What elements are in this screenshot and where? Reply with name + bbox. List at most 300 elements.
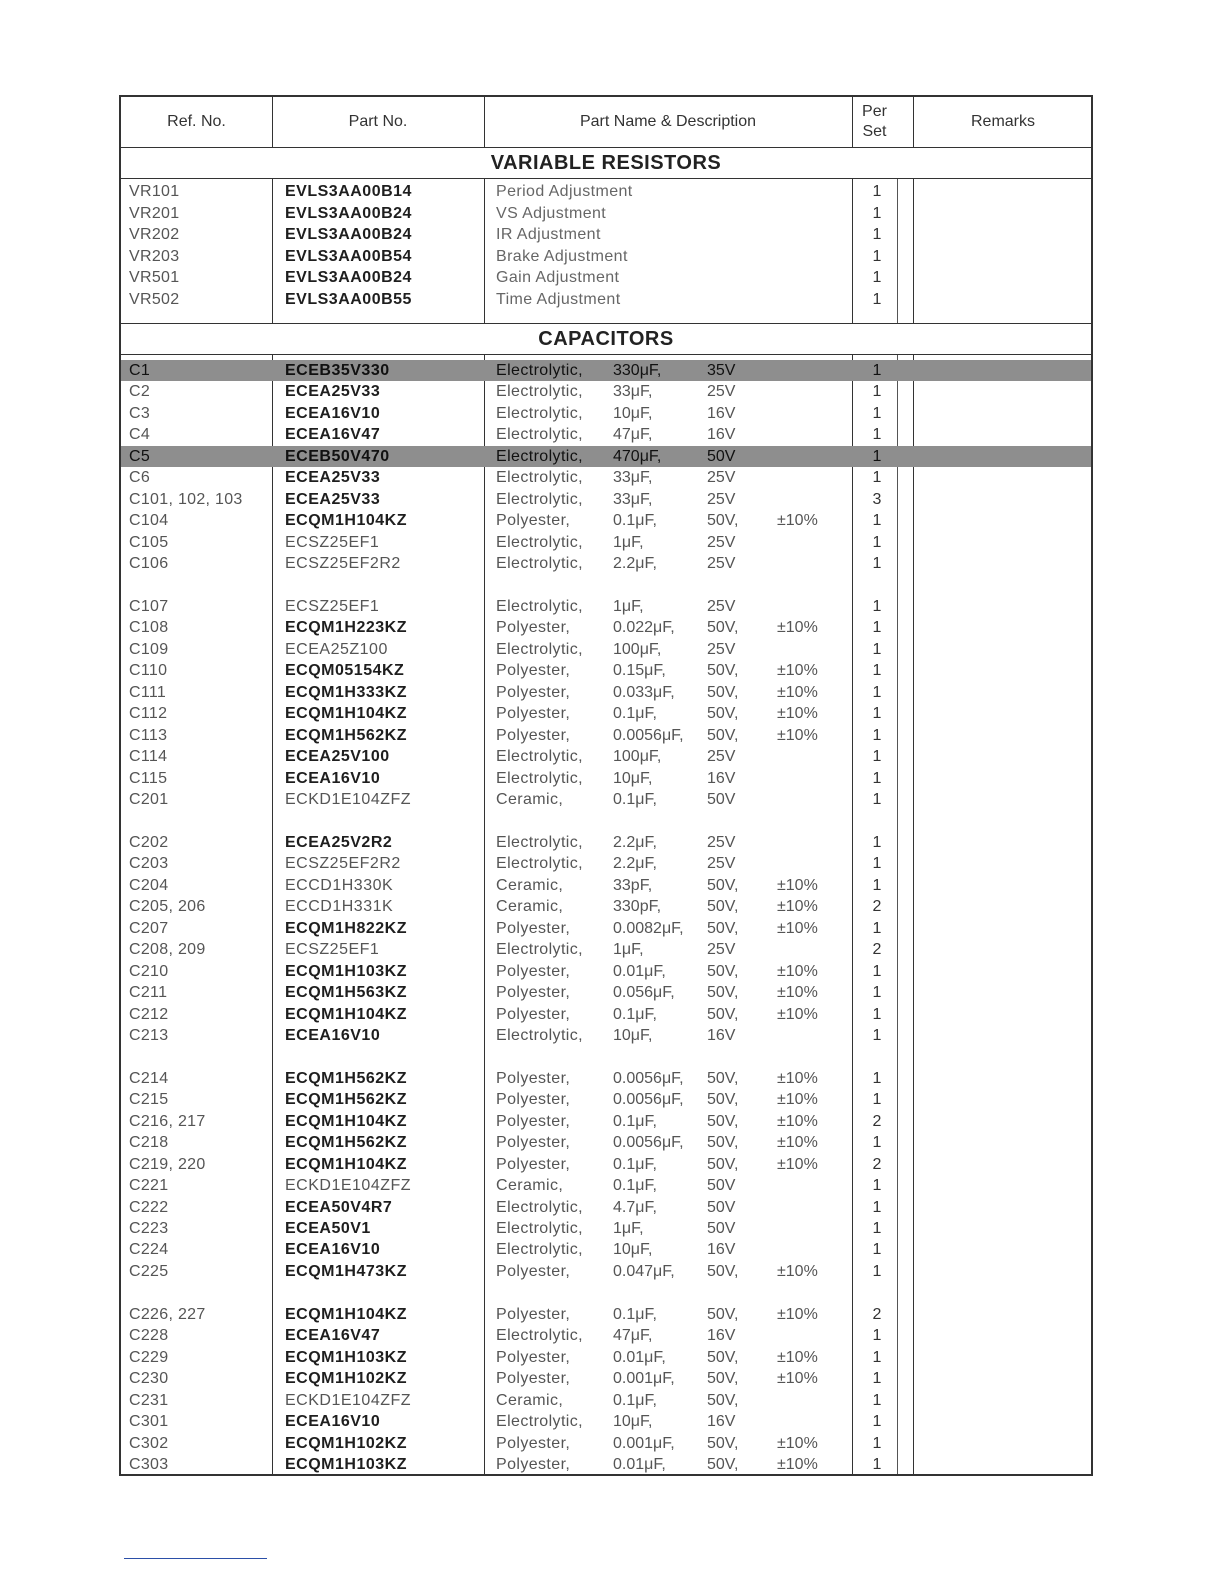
ref-no: C3	[129, 404, 151, 422]
part-value: 470μF,	[613, 447, 662, 465]
ref-no: C229	[129, 1348, 169, 1366]
table-row	[121, 1197, 1091, 1218]
part-tolerance: ±10%	[777, 1262, 818, 1280]
part-value: 0.0082μF,	[613, 919, 684, 937]
table-row	[121, 1368, 1091, 1389]
part-type: Polyester,	[496, 662, 571, 680]
ref-no: C223	[129, 1220, 169, 1237]
part-no: ECEA25Z100	[285, 640, 388, 658]
part-no: ECEA50V4R7	[285, 1198, 393, 1216]
per-set-qty: 1	[872, 1005, 882, 1023]
table-row	[121, 1433, 1091, 1454]
per-set-qty: 1	[872, 640, 882, 658]
per-set-qty: 1	[872, 291, 882, 308]
part-no: ECEA16V47	[285, 426, 381, 444]
part-value: 10μF,	[613, 404, 653, 422]
per-set-qty: 1	[872, 269, 882, 287]
part-type: Polyester,	[496, 619, 571, 637]
table-row	[121, 768, 1091, 789]
part-description: Period Adjustment	[496, 183, 633, 200]
per-set-qty: 1	[872, 362, 882, 379]
part-type: Electrolytic,	[496, 1413, 583, 1431]
part-value: 0.1μF,	[613, 1391, 657, 1409]
per-set-qty: 1	[872, 769, 882, 787]
per-set-qty: 1	[872, 791, 882, 808]
ref-no: C114	[129, 748, 168, 766]
table-row	[121, 1089, 1091, 1110]
part-no: ECEA16V10	[285, 769, 381, 787]
part-no: ECQM05154KZ	[285, 662, 405, 680]
part-value: 2.2μF,	[613, 555, 657, 573]
ref-no: C214	[129, 1069, 169, 1087]
table-row	[121, 381, 1091, 402]
table-row	[121, 289, 1091, 310]
ref-no: C218	[129, 1134, 169, 1152]
part-type: Electrolytic,	[496, 447, 583, 465]
table-row	[121, 489, 1091, 510]
ref-no: C213	[129, 1026, 169, 1044]
part-no: ECKD1E104ZFZ	[285, 791, 412, 808]
per-set-qty: 1	[872, 1370, 882, 1388]
part-no: ECQM1H102KZ	[285, 1434, 407, 1452]
part-no: EVLS3AA00B14	[285, 183, 412, 200]
per-set-qty: 2	[872, 1305, 882, 1323]
part-value: 0.001μF,	[613, 1370, 675, 1388]
part-no: ECQM1H333KZ	[285, 683, 407, 701]
ref-no: C6	[129, 469, 151, 487]
part-voltage: 50V,	[707, 876, 739, 894]
part-voltage: 50V,	[707, 1434, 739, 1452]
per-set-qty: 1	[872, 1198, 882, 1216]
part-type: Ceramic,	[496, 898, 564, 916]
part-no: ECCD1H331K	[285, 898, 394, 916]
ref-no: C106	[129, 555, 169, 573]
part-no: ECQM1H562KZ	[285, 1091, 407, 1109]
part-tolerance: ±10%	[777, 1069, 818, 1087]
part-type: Polyester,	[496, 705, 571, 723]
ref-no: C224	[129, 1241, 169, 1259]
part-description: VS Adjustment	[496, 204, 607, 222]
per-set-qty: 1	[872, 1327, 882, 1345]
part-no: ECEA25V100	[285, 748, 390, 766]
table-row	[121, 1154, 1091, 1175]
part-tolerance: ±10%	[777, 962, 818, 980]
parts-list-table	[119, 95, 1093, 1476]
ref-no: C228	[129, 1327, 169, 1345]
table-row	[121, 1325, 1091, 1346]
part-type: Ceramic,	[496, 791, 564, 808]
table-row	[121, 1132, 1091, 1153]
part-voltage: 50V,	[707, 1262, 739, 1280]
table-row	[121, 532, 1091, 553]
part-voltage: 35V	[707, 362, 736, 379]
part-voltage: 50V,	[707, 919, 739, 937]
part-value: 0.1μF,	[613, 791, 657, 808]
ref-no: C107	[129, 597, 169, 615]
part-value: 47μF,	[613, 1327, 653, 1345]
ref-no: C110	[129, 662, 168, 680]
part-no: EVLS3AA00B24	[285, 204, 412, 222]
part-type: Polyester,	[496, 1370, 571, 1388]
part-voltage: 25V	[707, 748, 736, 766]
part-value: 1μF,	[613, 597, 644, 615]
per-set-qty: 1	[872, 1391, 882, 1409]
part-no: ECQM1H104KZ	[285, 1112, 407, 1130]
table-row	[121, 617, 1091, 638]
ref-no: C226, 227	[129, 1305, 206, 1323]
header-remarks: Remarks	[970, 113, 1035, 130]
part-tolerance: ±10%	[777, 1155, 818, 1173]
ref-no: C301	[129, 1413, 169, 1431]
table-row	[121, 982, 1091, 1003]
part-no: ECEA25V33	[285, 469, 381, 487]
part-no: ECQM1H563KZ	[285, 984, 407, 1002]
part-value: 0.1μF,	[613, 1112, 657, 1130]
part-type: Polyester,	[496, 919, 571, 937]
part-no: ECEB50V470	[285, 447, 390, 465]
part-no: ECKD1E104ZFZ	[285, 1391, 412, 1409]
per-set-qty: 2	[872, 1155, 882, 1173]
per-set-qty: 1	[872, 183, 882, 200]
table-row	[121, 853, 1091, 874]
part-voltage: 50V,	[707, 1348, 739, 1366]
per-set-qty: 1	[872, 512, 882, 530]
per-set-qty: 1	[872, 962, 882, 980]
table-row	[121, 1175, 1091, 1196]
part-type: Polyester,	[496, 1112, 571, 1130]
per-set-qty: 1	[872, 876, 882, 894]
part-value: 2.2μF,	[613, 833, 657, 851]
ref-no: C111	[129, 683, 167, 701]
part-tolerance: ±10%	[777, 662, 818, 680]
part-voltage: 25V	[707, 640, 736, 658]
part-voltage: 50V,	[707, 1112, 739, 1130]
part-description: Gain Adjustment	[496, 269, 620, 287]
part-tolerance: ±10%	[777, 1305, 818, 1323]
part-tolerance: ±10%	[777, 898, 818, 916]
table-row	[121, 1304, 1091, 1325]
ref-no: C4	[129, 426, 151, 444]
part-type: Polyester,	[496, 512, 571, 530]
part-type: Polyester,	[496, 1155, 571, 1173]
section-capacitors: CAPACITORS	[121, 323, 1091, 355]
ref-no: C205, 206	[129, 898, 206, 916]
part-no: ECEA25V33	[285, 383, 381, 401]
part-type: Electrolytic,	[496, 597, 583, 615]
part-no: EVLS3AA00B54	[285, 247, 412, 265]
table-row	[121, 553, 1091, 574]
ref-no: C222	[129, 1198, 169, 1216]
per-set-qty: 1	[872, 833, 882, 851]
part-type: Electrolytic,	[496, 1026, 583, 1044]
table-row	[121, 246, 1091, 267]
ref-no: VR203	[129, 247, 180, 265]
part-voltage: 50V,	[707, 1455, 739, 1473]
part-value: 0.0056μF,	[613, 726, 684, 744]
per-set-qty: 1	[872, 1177, 882, 1195]
ref-no: C211	[129, 984, 168, 1002]
ref-no: C216, 217	[129, 1112, 206, 1130]
header-per-set	[852, 97, 897, 147]
per-set-qty: 1	[872, 597, 882, 615]
part-voltage: 25V	[707, 855, 736, 873]
part-type: Polyester,	[496, 683, 571, 701]
part-value: 0.1μF,	[613, 512, 657, 530]
part-tolerance: ±10%	[777, 984, 818, 1002]
part-type: Electrolytic,	[496, 1198, 583, 1216]
part-value: 330pF,	[613, 898, 662, 916]
part-no: ECQM1H562KZ	[285, 1134, 407, 1152]
part-voltage: 50V,	[707, 683, 739, 701]
table-row	[121, 1068, 1091, 1089]
part-voltage: 16V	[707, 1413, 736, 1431]
table-row	[121, 1004, 1091, 1025]
part-voltage: 50V	[707, 1177, 736, 1195]
part-voltage: 16V	[707, 1327, 736, 1345]
part-type: Polyester,	[496, 962, 571, 980]
part-tolerance: ±10%	[777, 512, 818, 530]
part-no: ECQM1H104KZ	[285, 1155, 407, 1173]
ref-no: C2	[129, 383, 151, 401]
header-part-no: Part No.	[348, 113, 408, 130]
part-value: 0.001μF,	[613, 1434, 675, 1452]
per-set-qty: 1	[872, 426, 882, 444]
ref-no: C1	[129, 362, 151, 379]
part-tolerance: ±10%	[777, 705, 818, 723]
per-set-qty: 2	[872, 898, 882, 916]
per-set-qty: 1	[872, 1241, 882, 1259]
per-set-qty: 3	[872, 490, 882, 508]
part-value: 33μF,	[613, 490, 653, 508]
part-no: ECEB35V330	[285, 362, 390, 379]
part-voltage: 50V,	[707, 1005, 739, 1023]
part-value: 33pF,	[613, 876, 653, 894]
ref-no: VR201	[129, 204, 180, 222]
part-type: Polyester,	[496, 726, 571, 744]
ref-no: C210	[129, 962, 169, 980]
table-row	[121, 1239, 1091, 1260]
part-tolerance: ±10%	[777, 619, 818, 637]
part-no: ECQM1H223KZ	[285, 619, 407, 637]
part-no: ECSZ25EF1	[285, 941, 380, 959]
table-row	[121, 596, 1091, 617]
ref-no: C219, 220	[129, 1155, 206, 1173]
part-value: 0.01μF,	[613, 1348, 666, 1366]
part-voltage: 25V	[707, 469, 736, 487]
part-type: Ceramic,	[496, 1177, 564, 1195]
table-row	[121, 203, 1091, 224]
table-row	[121, 639, 1091, 660]
per-set-qty: 1	[872, 683, 882, 701]
footnote-rule	[124, 1558, 267, 1559]
table-row	[121, 424, 1091, 445]
per-set-qty: 1	[872, 619, 882, 637]
part-no: ECSZ25EF2R2	[285, 855, 401, 873]
table-row	[121, 832, 1091, 853]
part-value: 330μF,	[613, 362, 662, 379]
ref-no: C5	[129, 447, 151, 465]
part-voltage: 50V	[707, 447, 736, 465]
part-type: Electrolytic,	[496, 640, 583, 658]
part-value: 0.0056μF,	[613, 1134, 684, 1152]
table-row	[121, 961, 1091, 982]
part-value: 10μF,	[613, 1413, 653, 1431]
ref-no: C101, 102, 103	[129, 490, 243, 508]
part-tolerance: ±10%	[777, 1370, 818, 1388]
part-value: 47μF,	[613, 426, 653, 444]
per-set-qty: 1	[872, 447, 882, 465]
part-voltage: 16V	[707, 769, 736, 787]
per-set-qty: 1	[872, 1348, 882, 1366]
part-value: 0.1μF,	[613, 1305, 657, 1323]
header-description: Part Name & Description	[579, 113, 757, 130]
part-value: 0.022μF,	[613, 619, 675, 637]
part-voltage: 50V,	[707, 619, 739, 637]
part-voltage: 50V,	[707, 1134, 739, 1152]
part-voltage: 50V,	[707, 1155, 739, 1173]
part-no: ECEA16V10	[285, 1413, 381, 1431]
ref-no: C202	[129, 833, 169, 851]
per-set-qty: 1	[872, 383, 882, 401]
part-voltage: 50V,	[707, 512, 739, 530]
part-type: Electrolytic,	[496, 555, 583, 573]
table-row	[121, 267, 1091, 288]
part-voltage: 50V,	[707, 962, 739, 980]
ref-no: VR502	[129, 291, 180, 308]
part-voltage: 50V	[707, 1220, 736, 1237]
per-set-qty: 1	[872, 1026, 882, 1044]
part-type: Polyester,	[496, 1069, 571, 1087]
part-no: ECEA16V10	[285, 1241, 381, 1259]
ref-no: C208, 209	[129, 941, 206, 959]
header-ref-no: Ref. No.	[167, 113, 226, 130]
part-tolerance: ±10%	[777, 1434, 818, 1452]
part-no: ECKD1E104ZFZ	[285, 1177, 412, 1195]
part-voltage: 16V	[707, 426, 736, 444]
part-type: Electrolytic,	[496, 855, 583, 873]
part-type: Polyester,	[496, 1091, 571, 1109]
table-row	[121, 510, 1091, 531]
header-per-set-line2: Set	[862, 123, 887, 140]
part-voltage: 50V,	[707, 662, 739, 680]
ref-no: VR101	[129, 183, 180, 200]
ref-no: C115	[129, 769, 168, 787]
per-set-qty: 1	[872, 469, 882, 487]
part-voltage: 16V	[707, 404, 736, 422]
part-voltage: 50V,	[707, 705, 739, 723]
table-row	[121, 1261, 1091, 1282]
table-row	[121, 1111, 1091, 1132]
part-type: Electrolytic,	[496, 748, 583, 766]
part-value: 0.047μF,	[613, 1262, 675, 1280]
part-type: Polyester,	[496, 1305, 571, 1323]
table-row	[121, 746, 1091, 767]
part-voltage: 25V	[707, 490, 736, 508]
part-type: Electrolytic,	[496, 533, 583, 551]
per-set-qty: 1	[872, 1434, 882, 1452]
part-no: ECQM1H104KZ	[285, 512, 407, 530]
table-row	[121, 789, 1091, 810]
part-type: Polyester,	[496, 1134, 571, 1152]
part-voltage: 25V	[707, 383, 736, 401]
part-value: 33μF,	[613, 469, 653, 487]
part-value: 0.01μF,	[613, 962, 666, 980]
part-value: 0.033μF,	[613, 683, 675, 701]
per-set-qty: 1	[872, 705, 882, 723]
per-set-qty: 1	[872, 984, 882, 1002]
table-row	[121, 939, 1091, 960]
part-no: ECEA50V1	[285, 1220, 371, 1237]
part-value: 0.1μF,	[613, 1155, 657, 1173]
part-no: ECQM1H103KZ	[285, 962, 407, 980]
ref-no: C108	[129, 619, 169, 637]
part-no: ECCD1H330K	[285, 876, 394, 894]
part-type: Electrolytic,	[496, 1327, 583, 1345]
table-row	[121, 703, 1091, 724]
part-no: ECQM1H104KZ	[285, 705, 407, 723]
table-row	[121, 1025, 1091, 1046]
part-no: ECQM1H104KZ	[285, 1305, 407, 1323]
ref-no: C302	[129, 1434, 169, 1452]
table-row	[121, 1218, 1091, 1239]
part-voltage: 25V	[707, 533, 736, 551]
part-voltage: 50V,	[707, 898, 739, 916]
per-set-qty: 1	[872, 555, 882, 573]
ref-no: C105	[129, 533, 169, 551]
part-no: EVLS3AA00B24	[285, 226, 412, 244]
part-voltage: 50V	[707, 791, 736, 808]
part-type: Polyester,	[496, 984, 571, 1002]
table-row	[121, 181, 1091, 202]
ref-no: C104	[129, 512, 169, 530]
per-set-qty: 1	[872, 662, 882, 680]
part-voltage: 50V,	[707, 1370, 739, 1388]
part-voltage: 25V	[707, 833, 736, 851]
part-type: Electrolytic,	[496, 383, 583, 401]
per-set-qty: 1	[872, 1091, 882, 1109]
ref-no: C225	[129, 1262, 169, 1280]
ref-no: C112	[129, 705, 168, 723]
part-type: Electrolytic,	[496, 426, 583, 444]
part-type: Electrolytic,	[496, 1220, 583, 1237]
part-type: Polyester,	[496, 1005, 571, 1023]
header-per-set-line1: Per	[862, 103, 887, 120]
part-tolerance: ±10%	[777, 1348, 818, 1366]
table-row	[121, 360, 1091, 381]
part-voltage: 16V	[707, 1026, 736, 1044]
part-no: ECEA16V47	[285, 1327, 381, 1345]
per-set-qty: 1	[872, 1134, 882, 1152]
part-description: Brake Adjustment	[496, 247, 628, 265]
part-voltage: 16V	[707, 1241, 736, 1259]
part-tolerance: ±10%	[777, 1134, 818, 1152]
part-no: EVLS3AA00B24	[285, 269, 412, 287]
table-row	[121, 224, 1091, 245]
table-row	[121, 1347, 1091, 1368]
ref-no: VR501	[129, 269, 180, 287]
per-set-qty: 2	[872, 941, 882, 959]
part-type: Ceramic,	[496, 876, 564, 894]
table-row	[121, 918, 1091, 939]
part-no: ECEA16V10	[285, 404, 381, 422]
part-value: 1μF,	[613, 1220, 644, 1237]
per-set-qty: 1	[872, 533, 882, 551]
table-header	[121, 97, 1091, 148]
part-value: 100μF,	[613, 748, 662, 766]
per-set-qty: 1	[872, 226, 882, 244]
part-voltage: 25V	[707, 555, 736, 573]
per-set-qty: 2	[872, 1112, 882, 1130]
